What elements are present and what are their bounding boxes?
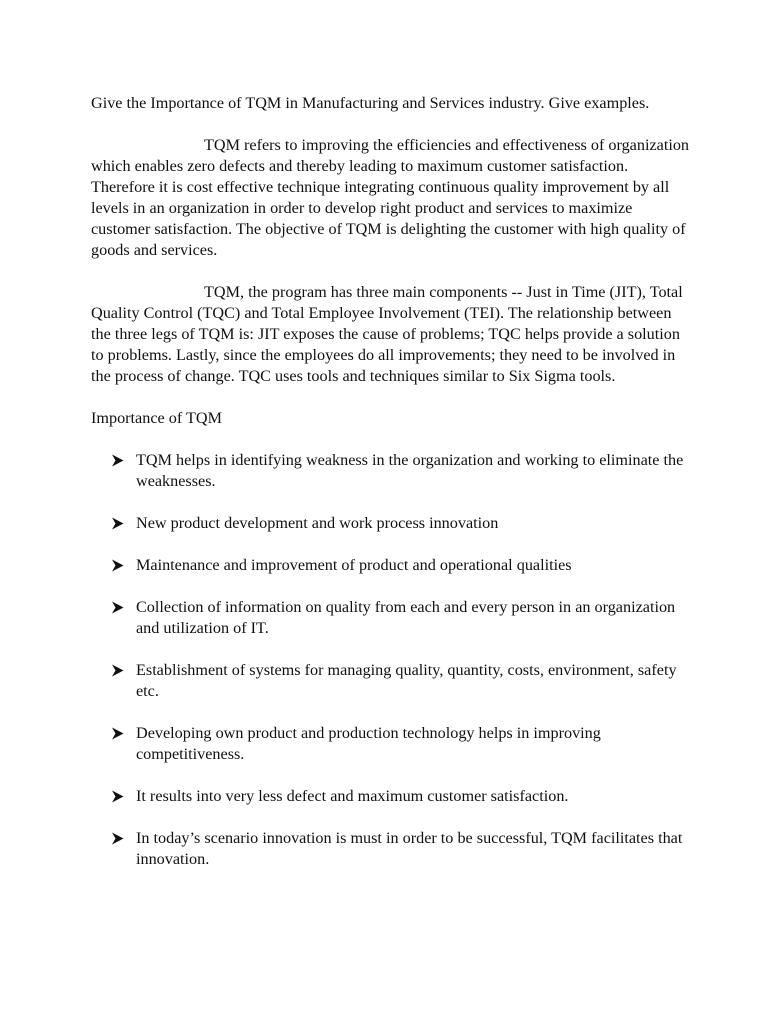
- list-item-text: Developing own product and production technology helps in improving competitiveness.: [136, 724, 601, 763]
- list-item-text: Maintenance and improvement of product and operational qualities: [136, 556, 572, 574]
- document-page: [91, 93, 691, 891]
- importance-list: [91, 450, 691, 870]
- list-item-text: In today’s scenario innovation is must in order to be successful, TQM facilitates that innovation.: [136, 829, 683, 868]
- list-item-text: Collection of information on quality from each and every person in an organization and utilization of IT.: [136, 598, 676, 637]
- arrowhead-bullet-icon: [111, 454, 124, 467]
- list-item: [91, 555, 691, 576]
- list-item: [91, 828, 691, 870]
- arrowhead-bullet-icon: [111, 559, 124, 572]
- arrowhead-bullet-icon: [111, 790, 124, 803]
- arrowhead-bullet-icon: [111, 832, 124, 845]
- list-item: [91, 597, 691, 639]
- paragraph-tqm-definition: TQM refers to improving the efficiencies and effectiveness of organization which enables zero defects and thereby leading to maximum customer satisfaction. Therefore it is cost effective technique integrating continuous quality improvement by all levels in an organization in order to develop right product and services to maximize customer satisfaction. The objective of TQM is delighting the customer with high quality of goods and services.: [91, 136, 690, 259]
- list-item-text: New product development and work process innovation: [136, 514, 499, 532]
- list-item: [91, 723, 691, 765]
- document-title: Give the Importance of TQM in Manufacturing and Services industry. Give examples.: [91, 94, 650, 112]
- paragraph-tqm-components: TQM, the program has three main components -- Just in Time (JIT), Total Quality Control (TQC) and Total Employee Involvement (TEI). The relationship between the three legs of TQM is: JIT exposes the cause of problems; TQC helps provide a solution to problems. Lastly, since the employees do all improvements; they need to be involved in the process of change. TQC uses tools and techniques similar to Six Sigma tools.: [91, 283, 683, 385]
- arrowhead-bullet-icon: [111, 727, 124, 740]
- list-item-text: TQM helps in identifying weakness in the organization and working to eliminate the weaknesses.: [136, 451, 684, 490]
- list-item: [91, 660, 691, 702]
- list-item: [91, 786, 691, 807]
- list-item: [91, 513, 691, 534]
- arrowhead-bullet-icon: [111, 517, 124, 530]
- arrowhead-bullet-icon: [111, 664, 124, 677]
- list-item-text: It results into very less defect and maximum customer satisfaction.: [136, 787, 569, 805]
- section-heading: Importance of TQM: [91, 409, 222, 427]
- list-item-text: Establishment of systems for managing quality, quantity, costs, environment, safety etc.: [136, 661, 677, 700]
- arrowhead-bullet-icon: [111, 601, 124, 614]
- list-item: [91, 450, 691, 492]
